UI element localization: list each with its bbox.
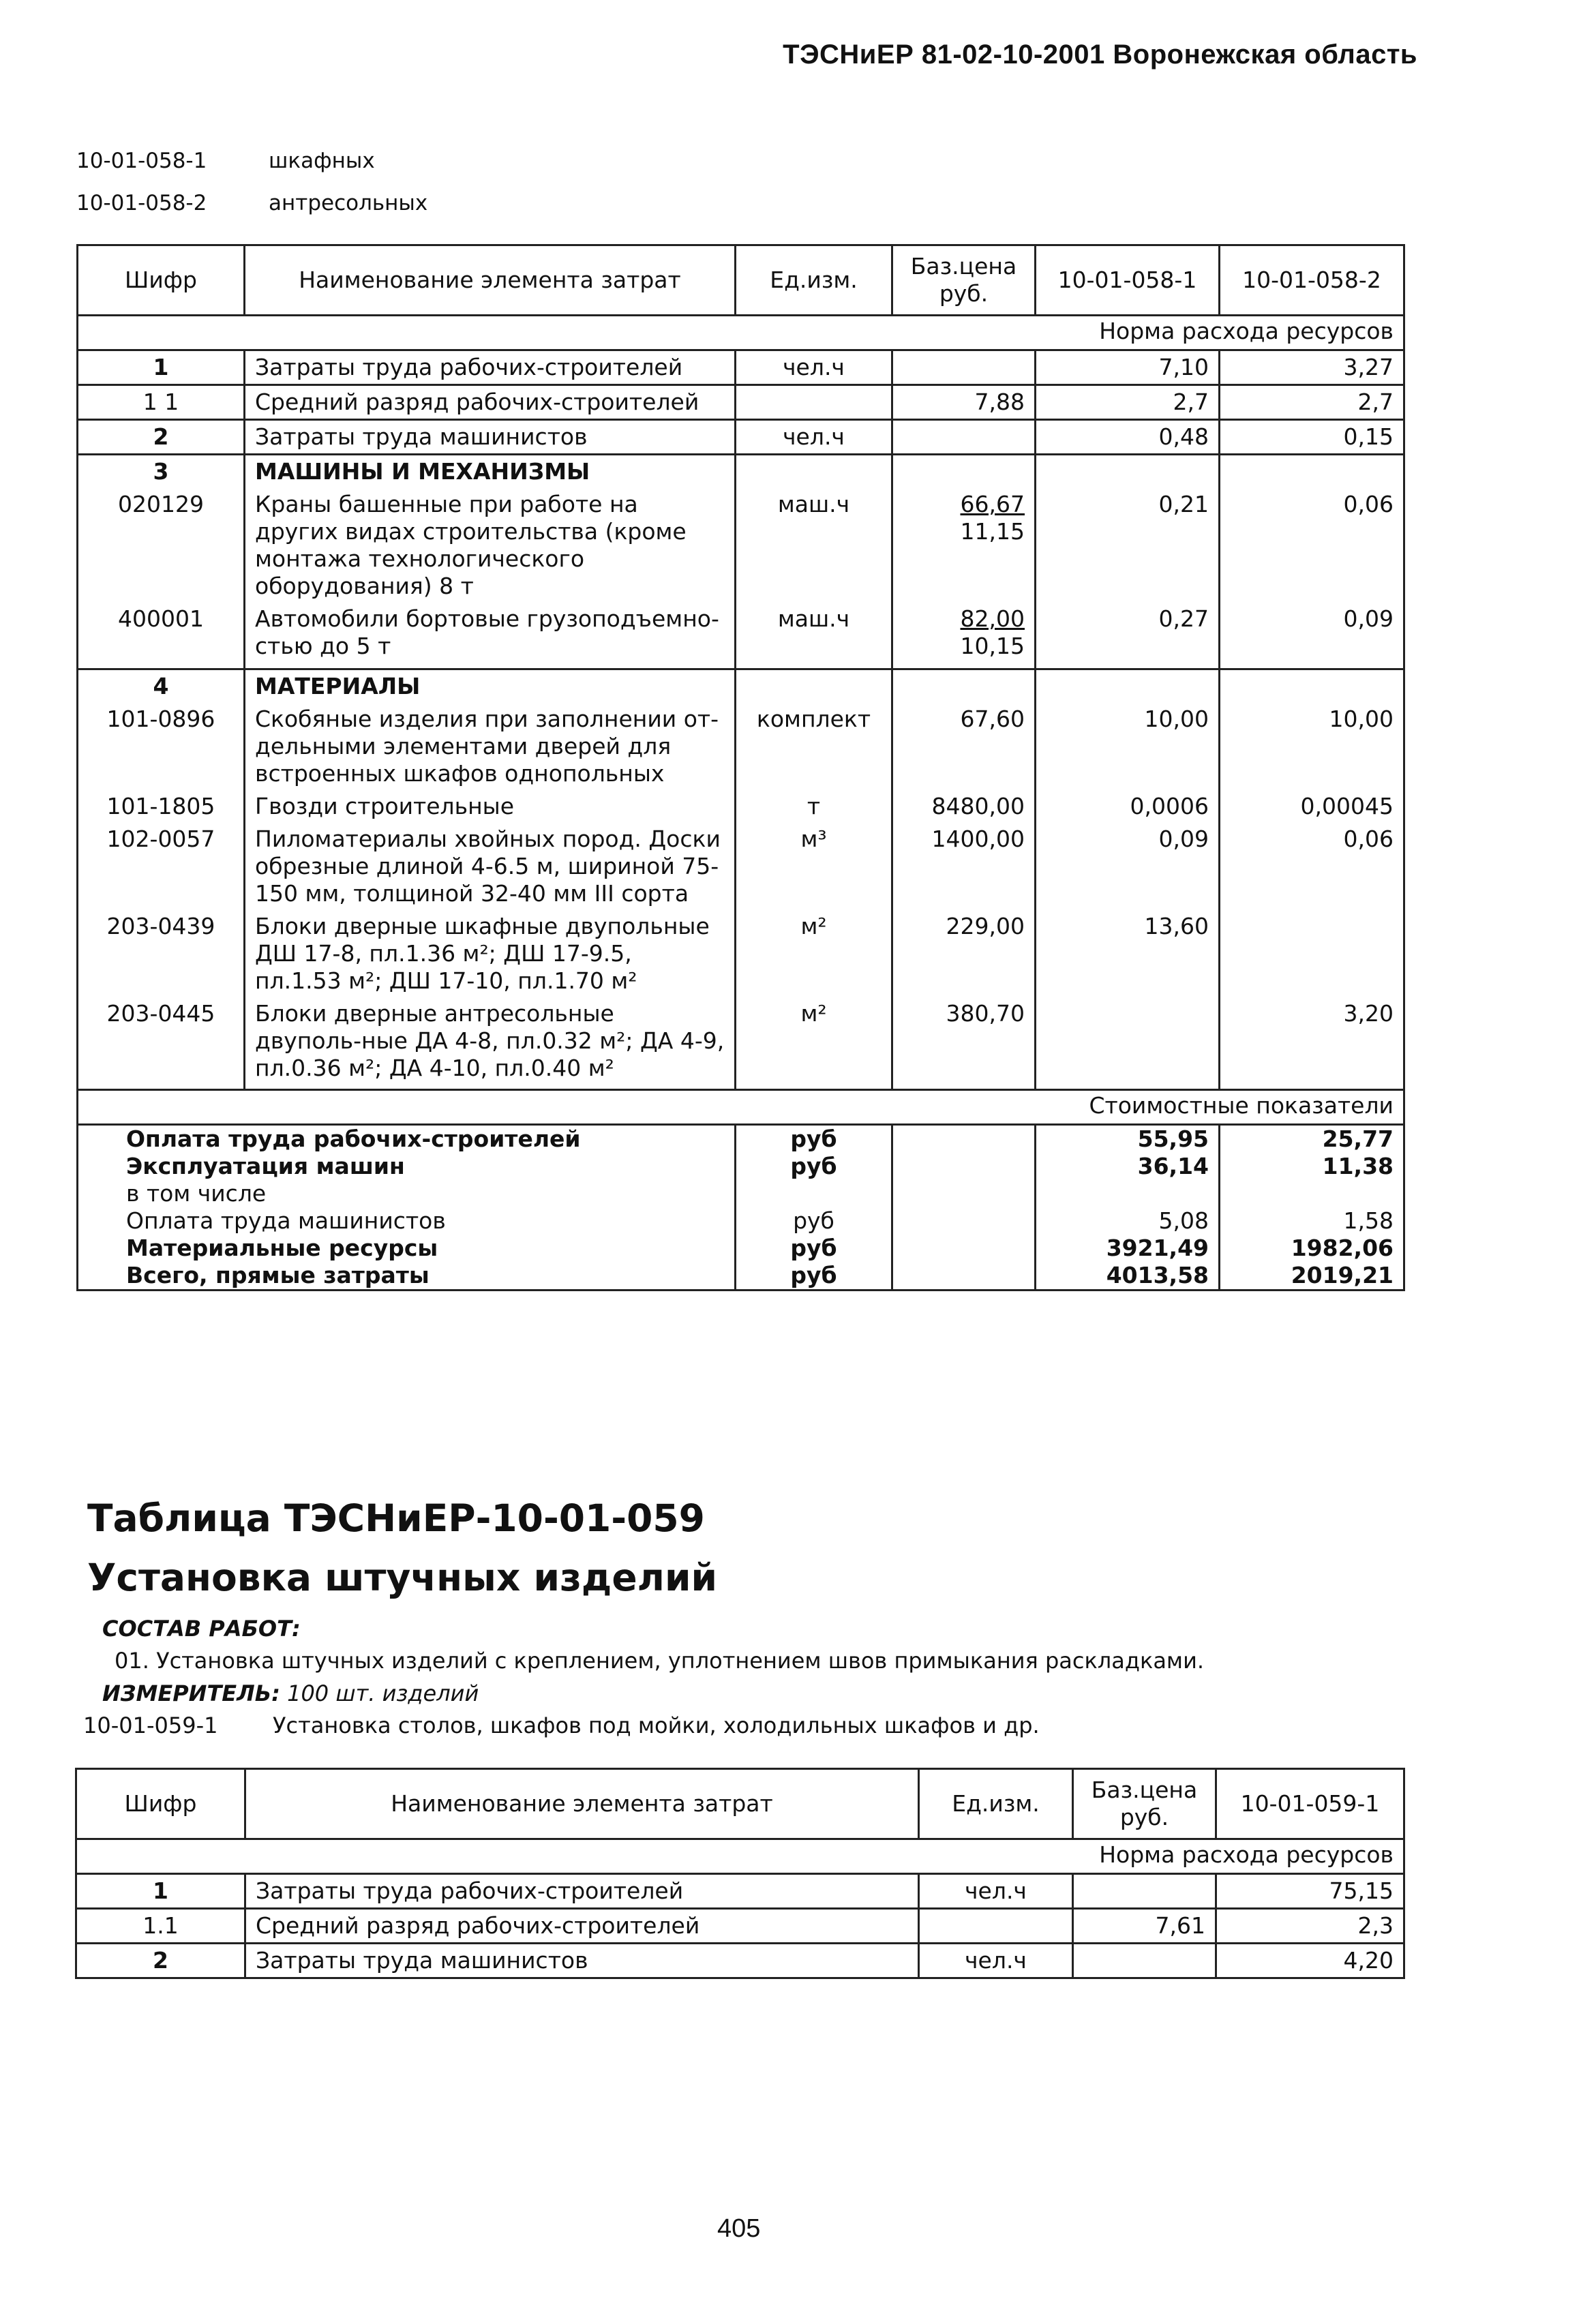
row-price — [892, 603, 1036, 669]
variant-code: 10-01-058-1 — [76, 149, 207, 173]
row-unit: маш.ч — [736, 488, 892, 603]
cost-unit: руб — [736, 1207, 892, 1235]
table-row — [78, 603, 1404, 669]
cost-unit: руб — [736, 1153, 892, 1180]
row-code: 203-0439 — [106, 913, 215, 939]
table-subtitle: Установка штучных изделий — [87, 1556, 718, 1599]
table-header-row — [76, 1769, 1404, 1839]
row-code: 400001 — [118, 605, 204, 632]
row-value2: 10,00 — [1220, 703, 1404, 790]
group-heading: МАТЕРИАЛЫ — [245, 669, 736, 704]
table-row — [76, 1874, 1404, 1909]
cost-value2: 2019,21 — [1220, 1262, 1404, 1291]
cost-row — [78, 1207, 1404, 1235]
row-code: 1 — [153, 1877, 168, 1904]
row-value2: 0,09 — [1220, 603, 1404, 669]
row-unit: чел.ч — [919, 1944, 1073, 1978]
norms-table-058 — [76, 244, 1405, 1291]
document-header: ТЭСНиЕР 81-02-10-2001 Воронежская область — [783, 40, 1417, 70]
variant-line — [83, 1712, 1040, 1738]
price-wage: 11,15 — [960, 518, 1025, 545]
table-row — [78, 669, 1404, 704]
cost-row — [78, 1235, 1404, 1262]
table-row — [78, 488, 1404, 603]
row-value2 — [1220, 910, 1404, 997]
variant-line — [76, 191, 427, 215]
row-name: Гвозди строительные — [245, 790, 736, 823]
row-price — [892, 350, 1036, 385]
works-item: 01. Установка штучных изделий с креплением, уплотнением швов примыкания раскладками. — [115, 1648, 1205, 1674]
row-price: 1400,00 — [892, 823, 1036, 910]
row-value2: 0,06 — [1220, 488, 1404, 603]
cost-row — [78, 1262, 1404, 1291]
cost-section-row — [78, 1090, 1404, 1125]
row-code: 2 — [78, 420, 245, 455]
table-row — [78, 455, 1404, 489]
row-name: Затраты труда рабочих-строителей — [245, 1874, 919, 1909]
cost-name: Оплата труда машинистов — [126, 1207, 446, 1234]
group-heading: МАШИНЫ И МЕХАНИЗМЫ — [245, 455, 736, 489]
cost-unit — [736, 1180, 892, 1207]
meter-line — [102, 1680, 479, 1706]
row-name: Автомобили бортовые грузоподъемно-стью до 5 т — [245, 603, 736, 669]
col-header-variant1: 10-01-059-1 — [1216, 1769, 1404, 1839]
row-price: 7,88 — [892, 385, 1036, 420]
row-name: Пиломатериалы хвойных пород. Доски обрезные длиной 4-6.5 м, шириной 75-150 мм, толщиной 32-40 мм III сорта — [245, 823, 736, 910]
row-name: Краны башенные при работе на других видах строительства (кроме монтажа технологического оборудования) 8 т — [245, 488, 736, 603]
row-unit — [736, 385, 892, 420]
cost-value1: 36,14 — [1036, 1153, 1220, 1180]
row-code: 102-0057 — [106, 826, 215, 852]
meter-value: 100 шт. изделий — [287, 1680, 479, 1706]
row-name: Средний разряд рабочих-строителей — [245, 385, 736, 420]
col-header-name: Наименование элемента затрат — [245, 245, 736, 316]
row-name: Блоки дверные антресольные двуполь-ные ДА 4-8, пл.0.32 м²; ДА 4-9, пл.0.36 м²; ДА 4-10, пл.0.40 м² — [245, 997, 736, 1090]
price-wage: 10,15 — [960, 633, 1025, 659]
norm-section-row — [76, 1839, 1404, 1874]
row-value2: 0,15 — [1220, 420, 1404, 455]
cost-name: в том числе — [126, 1180, 267, 1207]
variant-name: шкафных — [269, 149, 375, 173]
row-name: Скобяные изделия при заполнении от-дельными элементами дверей для встроенных шкафов однопольных — [245, 703, 736, 790]
row-value1 — [1036, 997, 1220, 1090]
cost-section-label: Стоимостные показатели — [78, 1090, 1404, 1125]
row-code: 2 — [76, 1944, 245, 1978]
norm-section-label: Норма расхода ресурсов — [78, 316, 1404, 350]
cost-unit: руб — [736, 1125, 892, 1153]
col-header-price: Баз.цена руб. — [1073, 1769, 1216, 1839]
row-value1: 75,15 — [1216, 1874, 1404, 1909]
cost-value2: 25,77 — [1220, 1125, 1404, 1153]
norm-section-row — [78, 316, 1404, 350]
cost-value1: 4013,58 — [1036, 1262, 1220, 1291]
col-header-cipher: Шифр — [78, 245, 245, 316]
row-value2: 0,00045 — [1220, 790, 1404, 823]
row-code: 3 — [78, 455, 245, 489]
cost-unit: руб — [736, 1262, 892, 1291]
row-value1: 2,3 — [1216, 1909, 1404, 1944]
page-number: 405 — [717, 2214, 761, 2243]
row-name: Затраты труда машинистов — [245, 1944, 919, 1978]
row-unit: м² — [736, 997, 892, 1090]
row-price: 67,60 — [892, 703, 1036, 790]
row-price: 7,61 — [1073, 1909, 1216, 1944]
row-code: 1.1 — [76, 1909, 245, 1944]
row-value1: 10,00 — [1036, 703, 1220, 790]
price-base: 66,67 — [960, 491, 1025, 517]
cost-value1: 55,95 — [1036, 1125, 1220, 1153]
works-label: СОСТАВ РАБОТ: — [102, 1616, 301, 1642]
variant-line — [76, 149, 375, 173]
row-price: 229,00 — [892, 910, 1036, 997]
row-value1: 0,0006 — [1036, 790, 1220, 823]
table-row — [78, 910, 1404, 997]
row-price — [1073, 1874, 1216, 1909]
cost-name: Эксплуатация машин — [126, 1153, 405, 1179]
table-row — [76, 1944, 1404, 1978]
cost-value2: 1,58 — [1220, 1207, 1404, 1235]
variant-name: Установка столов, шкафов под мойки, холодильных шкафов и др. — [273, 1712, 1040, 1738]
table-title: Таблица ТЭСНиЕР-10-01-059 — [87, 1496, 705, 1540]
col-header-variant2: 10-01-058-2 — [1220, 245, 1404, 316]
row-name: Средний разряд рабочих-строителей — [245, 1909, 919, 1944]
variant-name: антресольных — [269, 191, 428, 215]
row-unit: чел.ч — [919, 1874, 1073, 1909]
cost-value2: 11,38 — [1220, 1153, 1404, 1180]
row-value2: 3,20 — [1220, 997, 1404, 1090]
row-unit: т — [736, 790, 892, 823]
row-name: Блоки дверные шкафные двупольные ДШ 17-8, пл.1.36 м²; ДШ 17-9.5, пл.1.53 м²; ДШ 17-10, пл.1.70 м² — [245, 910, 736, 997]
table-row — [78, 420, 1404, 455]
cost-value1: 5,08 — [1036, 1207, 1220, 1235]
row-unit — [919, 1909, 1073, 1944]
table-row — [78, 385, 1404, 420]
price-base: 82,00 — [960, 605, 1025, 632]
row-value1: 0,27 — [1036, 603, 1220, 669]
cost-value1 — [1036, 1180, 1220, 1207]
row-value1: 0,09 — [1036, 823, 1220, 910]
row-value1: 7,10 — [1036, 350, 1220, 385]
table-row — [78, 703, 1404, 790]
cost-unit: руб — [736, 1235, 892, 1262]
cost-value2 — [1220, 1180, 1404, 1207]
cost-name: Всего, прямые затраты — [126, 1262, 430, 1288]
col-header-name: Наименование элемента затрат — [245, 1769, 919, 1839]
table-header-row — [78, 245, 1404, 316]
row-price: 380,70 — [892, 997, 1036, 1090]
norm-section-label: Норма расхода ресурсов — [76, 1839, 1404, 1874]
cost-value2: 1982,06 — [1220, 1235, 1404, 1262]
row-value2: 0,06 — [1220, 823, 1404, 910]
row-code: 1 — [153, 354, 169, 380]
row-code: 020129 — [118, 491, 204, 517]
col-header-variant1: 10-01-058-1 — [1036, 245, 1220, 316]
row-name: Затраты труда машинистов — [245, 420, 736, 455]
row-code: 101-1805 — [106, 793, 215, 819]
col-header-price: Баз.цена руб. — [892, 245, 1036, 316]
meter-label: ИЗМЕРИТЕЛЬ: — [102, 1680, 280, 1706]
cost-value1: 3921,49 — [1036, 1235, 1220, 1262]
col-header-unit: Ед.изм. — [919, 1769, 1073, 1839]
row-price — [892, 420, 1036, 455]
cost-row — [78, 1125, 1404, 1153]
row-value2: 3,27 — [1220, 350, 1404, 385]
row-code: 4 — [78, 669, 245, 704]
col-header-unit: Ед.изм. — [736, 245, 892, 316]
row-unit: чел.ч — [736, 420, 892, 455]
row-value1: 2,7 — [1036, 385, 1220, 420]
row-value1: 4,20 — [1216, 1944, 1404, 1978]
cost-row — [78, 1180, 1404, 1207]
row-code: 1 1 — [78, 385, 245, 420]
cost-name: Материальные ресурсы — [126, 1235, 438, 1261]
row-value1: 13,60 — [1036, 910, 1220, 997]
row-unit: м² — [736, 910, 892, 997]
table-row — [78, 350, 1404, 385]
row-unit: чел.ч — [736, 350, 892, 385]
col-header-cipher: Шифр — [76, 1769, 245, 1839]
row-code: 101-0896 — [106, 706, 215, 732]
row-price — [1073, 1944, 1216, 1978]
row-value1: 0,48 — [1036, 420, 1220, 455]
variant-code: 10-01-059-1 — [83, 1712, 218, 1738]
table-row — [76, 1909, 1404, 1944]
table-row — [78, 823, 1404, 910]
table-row — [78, 790, 1404, 823]
cost-row — [78, 1153, 1404, 1180]
row-unit: м³ — [736, 823, 892, 910]
table-row — [78, 997, 1404, 1090]
norms-table-059 — [75, 1768, 1405, 1979]
variant-code: 10-01-058-2 — [76, 191, 207, 215]
row-value2: 2,7 — [1220, 385, 1404, 420]
row-code: 203-0445 — [106, 1000, 215, 1027]
row-unit: комплект — [736, 703, 892, 790]
row-price: 8480,00 — [892, 790, 1036, 823]
cost-name: Оплата труда рабочих-строителей — [126, 1126, 581, 1152]
row-price — [892, 488, 1036, 603]
row-value1: 0,21 — [1036, 488, 1220, 603]
row-unit: маш.ч — [736, 603, 892, 669]
row-name: Затраты труда рабочих-строителей — [245, 350, 736, 385]
